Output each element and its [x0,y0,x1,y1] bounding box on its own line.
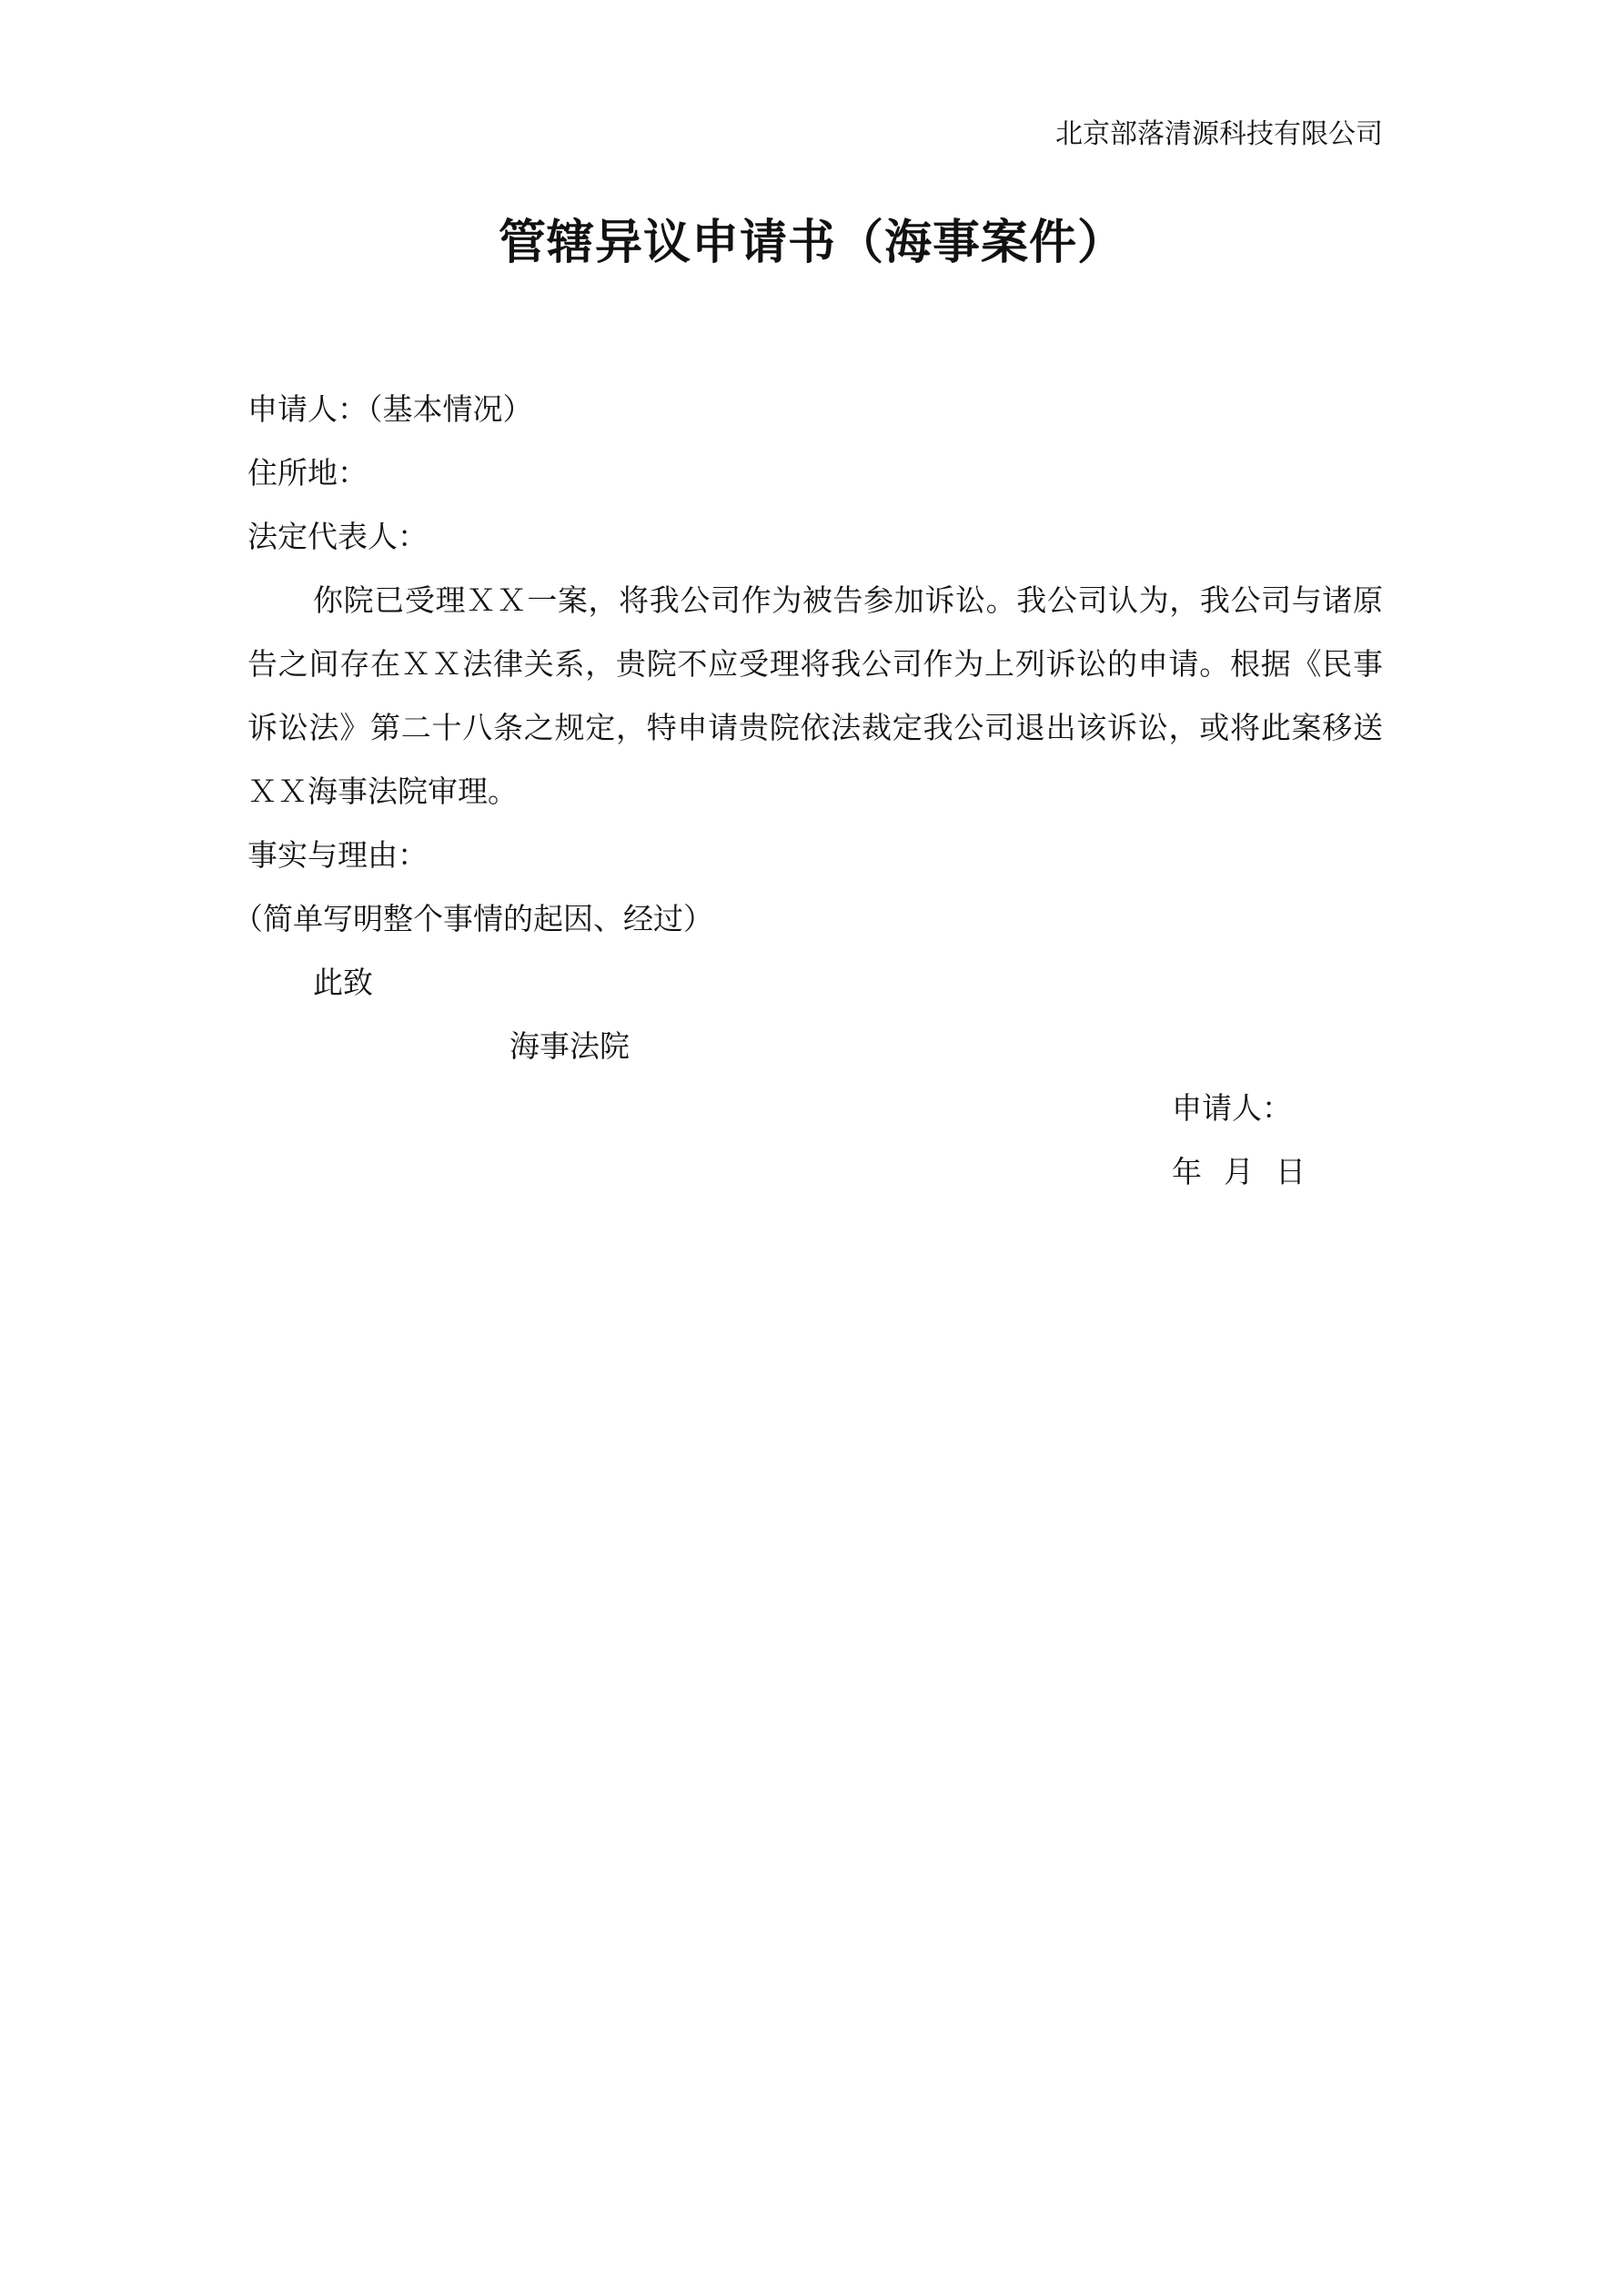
applicant-line: 申请人：（基本情况） [247,391,533,427]
date-day-label: 日 [1276,1154,1306,1189]
facts-note: （简单写明整个事情的起因、经过） [233,901,713,936]
signature-block [1172,1077,1306,1204]
address-line: 住所地： [247,455,368,491]
signature-date [1172,1140,1306,1204]
date-year-label: 年 [1172,1154,1202,1189]
date-month-label: 月 [1224,1154,1254,1189]
addressee: 海事法院 [509,1028,630,1064]
document-body [233,378,1383,1078]
body-paragraph: 你院已受理ＸＸ一案，将我公司作为被告参加诉讼。我公司认为，我公司与诸原告之间存在ＸＸ法律关系，贵院不应受理将我公司作为上列诉讼的申请。根据《民事诉讼法》第二十八条之规定，特申请贵院依法裁定我公司退出该诉讼，或将此案移送ＸＸ海事法院审理。 [247,582,1383,809]
legal-representative-line: 法定代表人： [247,519,428,554]
closing-salutation: 此致 [313,965,373,1000]
signature-applicant-label: 申请人： [1172,1090,1292,1126]
document-title: 管辖异议申请书（海事案件） [498,215,1125,270]
header-company-name: 北京部落清源科技有限公司 [1055,118,1383,150]
facts-heading: 事实与理由： [247,837,428,873]
